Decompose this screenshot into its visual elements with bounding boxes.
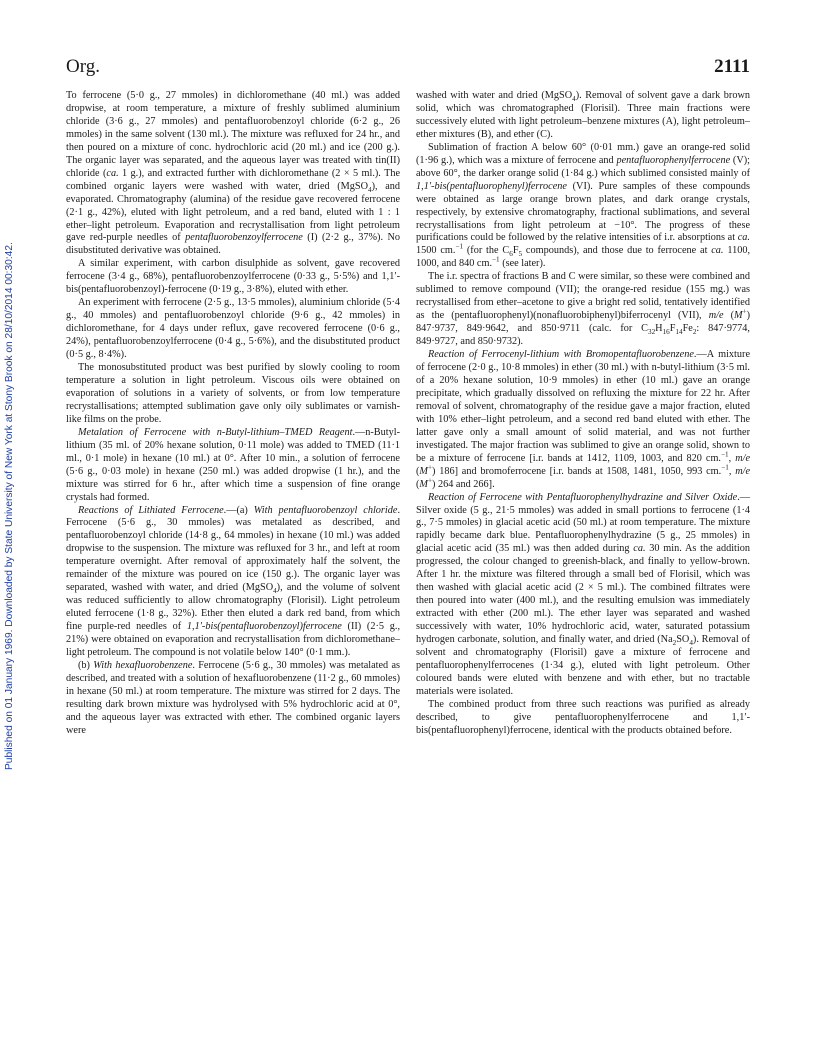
paragraph-fraction-a-sublimation xyxy=(416,142,750,272)
superscript: −1 xyxy=(492,255,500,264)
italic-run: m/e xyxy=(735,452,751,464)
text-run: 30 min. As the addition progressed, the colour changed to greenish-black, and finally to yellow-brown. After 1 hr. the mixture was filtered through a small bed of Florisil, which was then washed with glacial acetic acid (2 × 5 ml.). The combined filtrates were then poured into water (400 ml.), and the resulting emulsion was immediately extracted with ether (200 ml.). The ether layer was separated and washed successively with water, 10% hydrochloric acid, water, saturated potassium hydrogen carbonate, solution, and finally water, and dried (Na xyxy=(416,543,750,646)
subscript: 2 xyxy=(692,328,697,337)
text-run: (V); above 60°, the darker orange solid (1·84 g.) which sublimed consisted mainly of xyxy=(416,154,751,179)
download-watermark xyxy=(4,150,18,770)
paragraph-lithiated-ferrocene-a xyxy=(66,505,400,660)
subscript: 14 xyxy=(675,328,683,337)
text-run: ) 847·9737, 849·9642, and 850·9711 (calc. for C xyxy=(416,310,750,335)
text-run: ( xyxy=(416,478,420,490)
italic-run: M xyxy=(419,465,428,477)
paragraph-bromopentafluorobenzene xyxy=(416,349,750,491)
italic-run: ca. xyxy=(711,245,724,257)
text-run: washed with water and dried (MgSO xyxy=(416,90,573,101)
text-run: F xyxy=(669,323,676,335)
superscript: + xyxy=(742,307,747,316)
left-column xyxy=(66,90,400,738)
paragraph-friedel-crafts-acylation xyxy=(66,90,400,258)
subscript: 6 xyxy=(509,250,513,259)
paragraph-hydrazine-silver-oxide xyxy=(416,492,750,699)
italic-run: ca. xyxy=(106,167,119,179)
text-run: Fe xyxy=(682,323,693,335)
text-run: (II) (2·5 g., 21%) were obtained on evaporation and recrystallisation from dichloromethane–light petroleum. The compound is not volatile below 140° (0·1 mm.). xyxy=(66,621,401,658)
paragraph-lithiated-ferrocene-b xyxy=(66,660,400,738)
text-run: 1500 cm. xyxy=(416,245,456,257)
text-run: (b) xyxy=(78,659,94,671)
italic-run: m/e xyxy=(708,310,724,322)
text-run: ) 186] and bromoferrocene [i.r. bands at 1508, 1481, 1050, 993 cm. xyxy=(432,465,722,477)
italic-run: M xyxy=(419,478,428,490)
subscript: 5 xyxy=(518,250,523,259)
paragraph-fractions-b-c xyxy=(416,271,750,349)
italic-run: Reaction of Ferrocene with Pentafluorophenylhydrazine and Silver Oxide xyxy=(428,491,738,503)
subscript: 2 xyxy=(672,639,677,648)
italic-run: With pentafluorobenzoyl chloride xyxy=(253,504,398,516)
italic-run: pentafluorobenzoylferrocene xyxy=(185,232,303,244)
superscript: −1 xyxy=(721,450,729,459)
text-run: An experiment with ferrocene (2·5 g., 13·5 mmoles), aluminium chloride (5·4 g., 40 mmoles) and pentafluorobenzoyl chloride (9·6 g., 42 mmoles) in dichloromethane, for 4 days under reflux, gave recovered ferrocene (0·6 g., 24%), pentafluorobenzoylferrocene (0·4 g., 5·6%), and the disubstituted product (0·5 g., 8·4%). xyxy=(66,297,400,361)
text-run: .—Silver oxide (5 g., 21·5 mmoles) was added in small portions to ferrocene (1·4 g., 7·5 mmoles) in glacial acetic acid (50 ml.) at room temperature. The mixture rapidly became dark blue. Pentafluorophenylhydrazine (5 g., 25 mmoles) in glacial acetic acid (35 ml.) was then added during xyxy=(416,491,750,555)
text-run: (for the C xyxy=(463,245,510,257)
watermark-text: Published on 01 January 1969. Downloaded by State University of New York at Stony Brook on 28/10/2014 00:30:42. xyxy=(4,242,15,770)
text-run: ). Removal of solvent gave a dark brown solid, which was chromatographed (Florisil). Three main fractions were successively eluted with light petroleum–benzene mixtures (A), light petroleum–ether mixtures (B), and ether (C). xyxy=(416,90,750,140)
italic-run: With hexafluorobenzene xyxy=(93,659,193,671)
text-run: H xyxy=(655,323,663,335)
text-run: Sublimation of fraction A below 60° (0·01 mm.) gave an orange-red solid (1·96 g.), which was a mixture of ferrocene and xyxy=(416,141,750,166)
right-column xyxy=(416,90,750,738)
paragraph-purification xyxy=(66,362,400,427)
subscript: 4 xyxy=(368,185,372,194)
text-run: ) 264 and 266]. xyxy=(432,478,495,490)
subscript: 16 xyxy=(662,328,670,337)
italic-run: Metalation of Ferrocene with n-Butyl-lithium–TMED Reagent xyxy=(78,426,353,438)
text-run: (I) (2·2 g., 37%). No disubstituted derivative was obtained. xyxy=(66,232,401,257)
text-run: 1100, 1000, and 840 cm. xyxy=(416,245,751,270)
text-run: .—A mixture of ferrocene (2·0 g., 10·8 mmoles) in ether (30 ml.) with n-butyl-lithium (3·5 ml. of a 20% hexane solution, 10·9 mmoles) in ether (10 ml.) gave an orange precipitate, which gradually dissolved on refluxing the mixture for 22 hr. After removal of solvent, chromatography of the residue gave a major fraction, eluted with 10% ether–light petroleum, and a second red band eluted with ether. The latter gave only a small amount of solid material, and was not further investigated. The major fraction was sublimed to give an orange solid, shown to be a mixture of ferrocene [i.r. bands at 1412, 1109, 1003, and 820 cm. xyxy=(416,349,750,464)
subscript: 32 xyxy=(648,328,656,337)
text-run: F xyxy=(512,245,519,257)
italic-run: 1,1′-bis(pentafluorobenzoyl)ferrocene xyxy=(186,621,342,633)
italic-run: ca. xyxy=(633,543,646,555)
paragraph-excess-reagent-experiment xyxy=(66,297,400,362)
text-run: .—n-Butyl-lithium (35 ml. of 20% hexane solution, 0·11 mole) was added to TMED (11·1 ml., 0·1 mole) in hexane (10 ml.) at 0°. After 10 min., a solution of ferrocene (5·6 g., 0·03 mole) in hexane (250 ml.) was added dropwise (1 hr.), and the mixture was stirred for 6 hr., after which time a suspension of fine orange crystals had formed. xyxy=(66,426,400,503)
text-run: . Ferrocene (5·6 g., 30 mmoles) was metalated as described, and treated with a solution of hexafluorobenzene (11·2 g., 60 mmoles) in hexane (50 ml.) at room temperature. The mixture was stirred for 2 days. The resulting dark brown mixture was hydrolysed with 5% hydrochloric acid at 0°, and the aqueous layer was extracted with ether. The combined organic layers were xyxy=(66,659,400,736)
text-run: ), and evaporated. Chromatography (alumina) of the residue gave recovered ferrocene (2·1 g., 42%), eluted with light petroleum, and a red band, eluted with 1 : 1 ether–light petroleum. Evaporation and recrystallisation from light petroleum gave red-purple needles of xyxy=(66,180,400,244)
text-run: The monosubstituted product was best purified by slowly cooling to room temperature a solution in light petroleum. Viscous oils were obtained on evaporation of solutions in a variety of solvents, or from low temperature recrystallisations; attempted sublimation gave only oily sublimates or varnish-like films on the probe. xyxy=(66,362,400,425)
text-run: 1 g.), and extracted further with dichloromethane (2 × 5 ml.). The combined organic layers were washed with water, dried (MgSO xyxy=(66,167,400,192)
italic-run: M xyxy=(733,310,743,322)
running-header xyxy=(66,56,750,80)
paragraph-combined-product xyxy=(416,699,750,738)
paragraph-workup-continued xyxy=(416,90,750,142)
text-run: The i.r. spectra of fractions B and C were similar, so these were combined and sublimed to remove compound (VII); the orange-red residue (155 mg.) was recrystallised from ether–acetone to give a bright red solid, tentatively identified as the (pentafluorophenyl)(nonafluorobiphenyl)biferrocenyl (VII), xyxy=(416,271,750,322)
subscript: 4 xyxy=(273,587,277,596)
text-run: A similar experiment, with carbon disulphide as solvent, gave recovered ferrocene (3·4 g., 68%), pentafluorobenzoylferrocene (0·33 g., 5·5%) and 1,1′-bis(pentafluorobenzoyl)-ferrocene (0·19 g., 3·8%), eluted with ether. xyxy=(66,258,400,296)
page-number: 2111 xyxy=(714,56,750,77)
text-run: . Ferrocene (5·6 g., 30 mmoles) was metalated as described, and pentafluorobenzoyl chloride (14·8 g., 64 mmoles) in hexane (10 ml.) was added dropwise to the suspension. The mixture was refluxed for 3 hr., and left at room temperature overnight. After removal of approximately half the solvent, the remainder of the mixture was poured on ice (150 g.). The organic layer was separated, washed with water, and dried (MgSO xyxy=(66,504,400,594)
text-run: To ferrocene (5·0 g., 27 mmoles) in dichloromethane (40 ml.) was added dropwise, at room temperature, a mixture of freshly sublimed aluminium chloride (3·6 g., 27 mmoles) and pentafluorobenzoyl chloride (6·2 g., 26 mmoles) in the same solvent (130 ml.). The mixture was refluxed for 24 hr., and then poured on a mixture of conc. hydrochloric acid (20 ml.) and ice (200 g.). The organic layer was separated, and the aqueous layer was treated with tin(II) chloride ( xyxy=(66,90,400,179)
italic-run: ca. xyxy=(737,232,750,244)
text-run: ( xyxy=(723,310,734,322)
italic-run: Reaction of Ferrocenyl-lithium with Bromopentafluorobenzene xyxy=(428,349,694,361)
superscript: −1 xyxy=(721,463,729,472)
subscript: 4 xyxy=(572,95,576,104)
italic-run: Reactions of Lithiated Ferrocene xyxy=(78,504,224,516)
journal-section-label: Org. xyxy=(66,56,100,77)
text-run: SO xyxy=(676,634,690,646)
text-run: .—(a) xyxy=(223,504,254,516)
italic-run: pentafluorophenylferrocene xyxy=(616,154,731,166)
text-run: ( xyxy=(416,465,420,477)
text-run: ). Removal of solvent and chromatography (Florisil) gave a mixture of ferrocene and pentafluorophenylferrocenes (1·34 g.), eluted with light petroleum. Other coloured bands were eluted with benzene and with ether, but no tractable materials were isolated. xyxy=(416,634,750,697)
text-run: The combined product from three such reactions was purified as already described, to give pentafluorophenylferrocene and 1,1′-bis(pentafluorophenyl)ferrocene, identical with the products obtained before. xyxy=(416,698,750,736)
text-run: compounds), and those due to ferrocene at xyxy=(522,245,712,257)
italic-run: 1,1′-bis(pentafluorophenyl)ferrocene xyxy=(416,180,567,192)
paragraph-metalation xyxy=(66,427,400,505)
superscript: + xyxy=(427,463,433,472)
italic-run: m/e xyxy=(735,465,750,477)
text-run: , xyxy=(728,465,736,477)
subscript: 4 xyxy=(689,639,693,648)
text-run: (VI). Pure samples of these compounds were obtained as large orange brown plates, and dark orange crystals, respectively, by extensive chromatography, fractional sublimations, and several recrystallisations from light petroleum at −10°. The progress of these purifications could be followed by the relative intensities of i.r. absorptions at xyxy=(416,180,750,244)
text-run: ), and the volume of solvent was reduced sufficiently to allow chromatography (Florisil). Light petroleum eluted ferrocene (1·8 g., 32%). Ether then eluted a dark red band, from which fine purple-red needles of xyxy=(66,582,400,633)
text-run: , xyxy=(728,452,736,464)
superscript: −1 xyxy=(455,243,464,252)
text-run: (see later). xyxy=(499,258,546,270)
text-run: : 847·9774, 849·9727, and 850·9732). xyxy=(416,323,750,348)
superscript: + xyxy=(427,476,433,485)
paragraph-carbon-disulphide-experiment xyxy=(66,258,400,297)
